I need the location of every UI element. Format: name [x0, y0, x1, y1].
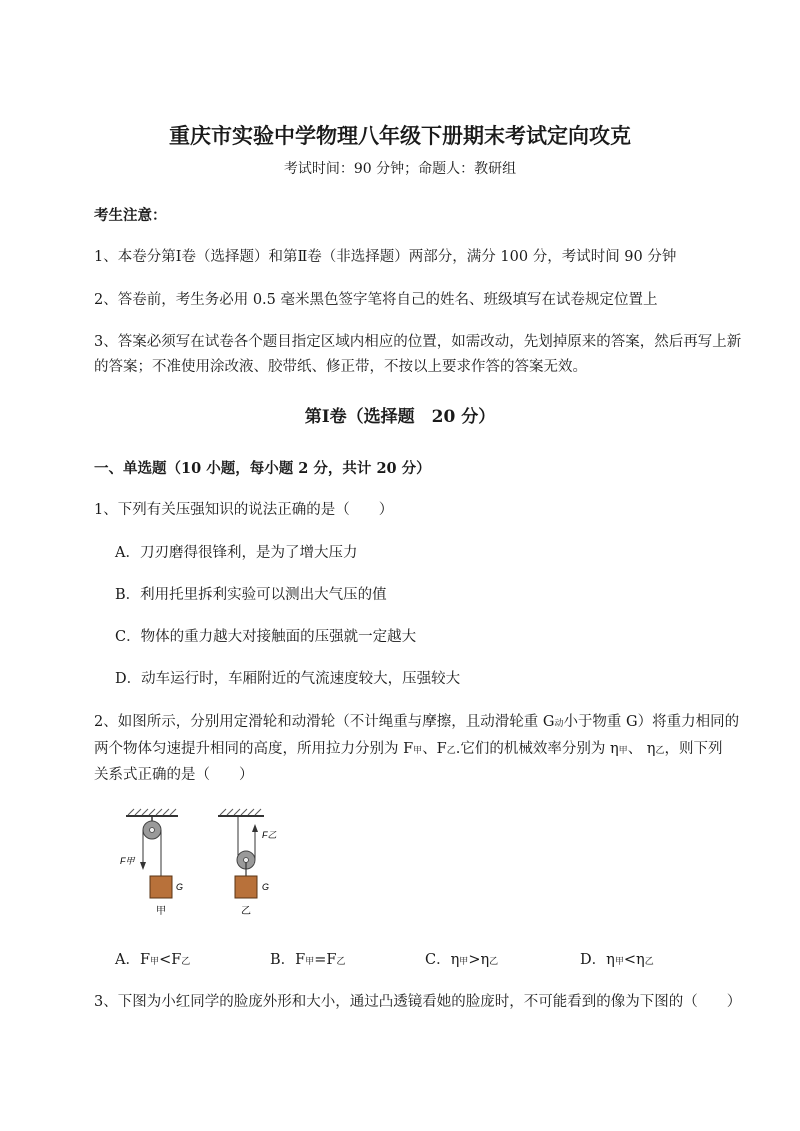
question-2-option-a — [115, 948, 190, 969]
part-heading: 一、单选题（10 小题，每小题 2 分，共计 20 分） — [94, 460, 431, 477]
option-text: A．F — [115, 952, 151, 968]
option-subscript: 乙 — [181, 957, 191, 967]
option-subscript: 甲 — [614, 957, 624, 967]
question-1-option-d: D．动车运行时，车厢附近的气流速度较大，压强较大 — [115, 671, 461, 687]
q2-subscript: 乙 — [655, 746, 665, 756]
fixed-pulley-axle — [150, 828, 155, 833]
right-force-label: F乙 — [262, 830, 277, 840]
q2-text: 小于物重 G）将重力相同的 — [563, 714, 740, 730]
left-force-arrow — [140, 862, 146, 870]
question-2-line3: 关系式正确的是（ ） — [94, 767, 254, 783]
question-1-option-b: B．利用托里拆利实验可以测出大气压的值 — [115, 587, 387, 603]
right-weight-block — [235, 876, 257, 898]
option-text: =F — [314, 952, 337, 968]
page-title: 重庆市实验中学物理八年级下册期末考试定向攻克 — [169, 123, 631, 148]
pulley-figure — [112, 800, 292, 925]
movable-pulley-axle — [244, 858, 249, 863]
left-force-label: F甲 — [120, 856, 135, 866]
notes-heading: 考生注意： — [94, 207, 167, 224]
section-title: 第Ⅰ卷（选择题 20 分） — [304, 407, 496, 427]
option-text: C．η — [425, 952, 460, 968]
option-subscript: 乙 — [644, 957, 654, 967]
option-subscript: 甲 — [305, 957, 315, 967]
q2-subscript: 甲 — [413, 746, 423, 756]
q2-text: 2、如图所示，分别用定滑轮和动滑轮（不计绳重与摩擦，且动滑轮重 G — [94, 714, 555, 730]
q2-subscript: 甲 — [618, 746, 628, 756]
option-subscript: 乙 — [489, 957, 499, 967]
q2-text: 两个物体匀速提升相同的高度，所用拉力分别为 F — [94, 741, 414, 757]
right-weight-label: G — [262, 882, 270, 892]
option-subscript: 甲 — [459, 957, 469, 967]
q2-subscript: 动 — [554, 719, 564, 729]
question-1-option-c: C．物体的重力越大对接触面的压强就一定越大 — [115, 629, 417, 645]
note-3-line1: 3、答案必须写在试卷各个题目指定区域内相应的位置，如需改动，先划掉原来的答案，然后再写上新 — [94, 334, 742, 350]
left-weight-block — [150, 876, 172, 898]
question-2-line1 — [94, 710, 739, 731]
right-caption: 乙 — [241, 906, 251, 917]
right-force-arrow — [252, 824, 258, 832]
note-2: 2、答卷前，考生务必用 0.5 毫米黑色签字笔将自己的姓名、班级填写在试卷规定位置上 — [94, 292, 658, 308]
option-text: <F — [159, 952, 182, 968]
question-2-line2 — [94, 737, 723, 758]
q2-text: .它们的机械效率分别为 η — [455, 741, 619, 757]
option-text: <η — [623, 952, 645, 968]
question-1-option-a: A．刀刃磨得很锋利，是为了增大压力 — [115, 545, 358, 561]
note-3-line2: 的答案；不准使用涂改液、胶带纸、修正带，不按以上要求作答的答案无效。 — [94, 359, 587, 375]
exam-info: 考试时间：90 分钟；命题人：教研组 — [283, 161, 517, 177]
option-text: B．F — [270, 952, 306, 968]
q2-text: ，则下列 — [664, 741, 723, 757]
question-2-option-c — [425, 948, 498, 969]
right-ceiling — [218, 809, 264, 816]
q2-subscript: 乙 — [446, 746, 456, 756]
question-3-stem: 3、下图为小红同学的脸庞外形和大小，通过凸透镜看她的脸庞时，不可能看到的像为下图的（ ） — [94, 994, 742, 1010]
option-text: D．η — [580, 952, 615, 968]
left-caption: 甲 — [156, 906, 166, 917]
q2-text: 、F — [422, 741, 447, 757]
question-1-stem: 1、下列有关压强知识的说法正确的是（ ） — [94, 502, 394, 518]
option-text: >η — [468, 952, 490, 968]
question-2-option-d — [580, 948, 654, 969]
left-ceiling — [126, 809, 178, 816]
question-2-option-b — [270, 948, 345, 969]
option-subscript: 乙 — [336, 957, 346, 967]
note-1: 1、本卷分第Ⅰ卷（选择题）和第Ⅱ卷（非选择题）两部分，满分 100 分，考试时间 90 分钟 — [94, 249, 677, 265]
option-subscript: 甲 — [150, 957, 160, 967]
left-weight-label: G — [176, 882, 184, 892]
q2-text: 、 η — [627, 741, 656, 757]
